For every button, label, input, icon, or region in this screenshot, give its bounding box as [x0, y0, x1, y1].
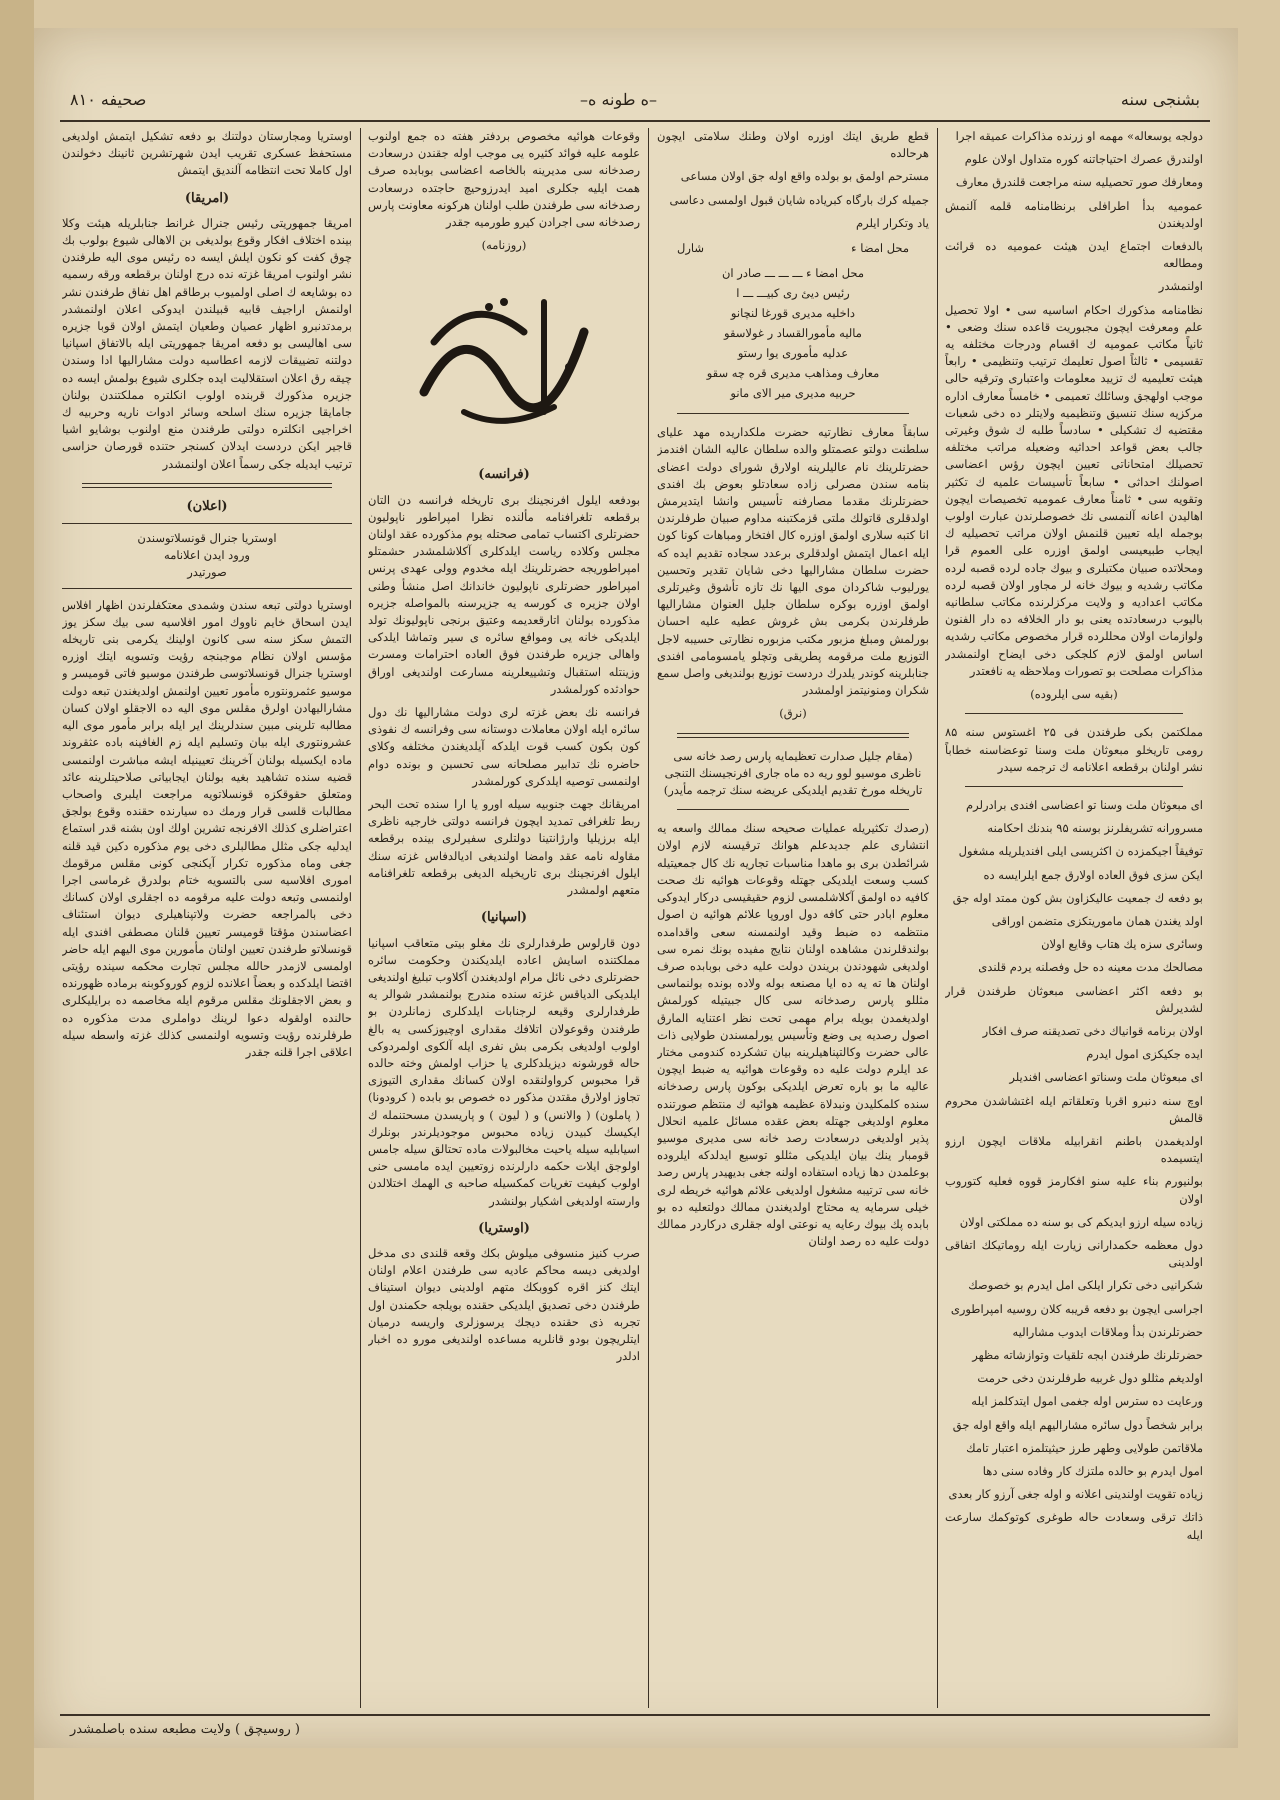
col1-article4-line: ای مبعوثان ملت وسناتو اعضاسی افندیلر — [1009, 1070, 1203, 1085]
col1-article3-line: ایده جكیكزی امول ایدرم — [1086, 1047, 1203, 1062]
spain-body: دون قارلوس طرفدارلری نك مغلو بیتی متعاقب اسپانیا مملكتنده اسایش اعاده ایلدیكندن وحكومت سائره حضرتلرى دخی نائل مرام اولدیغندن آكلاوب تبلیغ اولندیغی ایلدیكی الدیاقس غزته سنده مندرج بولنمشدر شوالر یه طرفدارلری وقیعه لرجنابات ایلدكلری زمانلردن بو طرفندن وقوعولان اتلافك مقداری اوچیوزكسی یه بالغ اولوب اولدیغی بكرمی بش نفری ایله آلكوی اولمردوكی حاله قورشونه دیزیلدكلری یا حزاب اولمش وخته حالده قرا محبوس كرواولنقده اولان كسانك مقداری التیوزی تجاوز اولارق مقتدن مذكور ده خصوص بو بابده ( كرودونا) ( پاملون) ( والانس) و ( لیون ) و پاریسدن مسحتنمله ك ایكیسك كبیدن زیاده محبوس موجودیلرندر بونلرك اسیابلیه سیله یاحیت مخالبولات ماده تحتالق سیله جامس اولوجق ایلات حكمه دارلرنده زوتعیین ایده مامسی حنی اولوب كیفیت تغریات كمكسیله صاحبه ی الهمك اختلالدن وارسته اولدیغى اشكیار بولنشدر — [368, 935, 640, 1208]
column-rule — [648, 128, 649, 1708]
col1-article4-line: حضرتلرنك طرفندن ابجه تلقیات وتوازشاته مظهر — [972, 1347, 1203, 1362]
col1-article3-line: اولان برنامه قوانیاك دخی تصدیقنه صرف افكار — [982, 1023, 1203, 1038]
col1-article4-line: دول معظمه حكمدارانی زیارت ایله روماتیكك اتفاقی اولدینی — [945, 1237, 1203, 1270]
col3-intro: وقوعات هوائیه مخصوص بردفتر هفته ده جمع اولنوب علومه علیه فوائد كثیره یی موجب اوله جقندن درسعادت رصدخانه سی مدیرینه بالخاصه اعضاسی بوبابده صرف همت ایلیه جكلری امید ایدرزوحیچ حاجتده درسعادت رصدخانه سی طرفندن طلب اولنان هركونه معاونت پارس رصدخانه سی اجرادن كیرو طورمیه جقدر — [368, 129, 640, 230]
col1-article3-line: وسائری سزه یك هتاب وقایع اولان — [1041, 937, 1203, 952]
footer — [60, 1720, 1210, 1744]
col1-article4-line: شكرانیی دخی تكرار ایلكی امل ایدرم بو خصوصك — [968, 1278, 1203, 1293]
col1-article3-line: بو دفعه اكثر اعضاسی مبعوثان طرفندن قرار لشدیرلش — [945, 983, 1203, 1015]
separator — [965, 713, 1183, 714]
separator — [965, 786, 1183, 787]
col4-intro: اوستریا ومجارستان دولتنك بو دفعه تشكیل ایتمش اولدیغی مستحفظ عسكری تقریب ایدن شهرتشرین ثانینك دخولندن اول كاملا تحت انتظامه آلندیق ایتمش — [62, 129, 352, 178]
ad-subheading-line: ورود ایدن اعلانامه — [164, 548, 250, 563]
col1-article4-line: اولدیغم مثللو دول غربیه طرفلرندن دخی حرمت — [977, 1371, 1203, 1386]
paper-name: –ه طونه ه– — [580, 90, 657, 109]
officials-list — [657, 263, 929, 403]
col2-article1: سابقاً معارف نظارتیه حضرت ملكداریده مهد علیای سلطنت دولتو عصمتلو والده سلطان عالیه الشان افندمز حضرتلرینك نام عالیلرینه اولارق شورای دولت اعضای بنامه سندن مصرلی زاده سعادتلو بعوض بك افندی حضرتلرنك مقدما مصارفنه تأسیس وانشا ایتدیرمش اولدقلری قاتولك ملتی قزمكتبنه مداوم صبیان طرفلرندن انا كتبه سلارى اولمق اوزره كال افتخار ومباهات كونا كون ایله اعمال ایتمش اولدقلری برعدد سجاده تقدیم ایده كه حضرت سلطان مشارالیها دخی شایان تقدیر وتحسین یورلیوب شاكردان موی الیها نك تازه تأشوق وغیرتلرى اولمق اوزره بوكره سلطان جلیل العنوان مشارالیها طرفلرندن بكرمى بش غروش عطیه علیه احسان بورلمش ومبلغ مزبور مكتب مزبوره نظارتی حسیبه لاجل التوزیع ملت مرقومه پطریقی وتچلو یامسومامی افندی جنابلرینه كوندر یلدرك دردست توزیع بولندیغی واصل سمع شكران ومنونیتمز اولمشدر — [657, 425, 929, 698]
col1-article3-line: بو دفعه ك جمعیت عالیكزاون بش كون ممتد اوله جق — [952, 890, 1203, 905]
col1-article4-line: بولنیورم بناء علیه سنو افكارمز قووه فعلیه كتوروب اولان — [945, 1174, 1203, 1206]
source-label: (نرق) — [779, 706, 807, 721]
source-label: (روزنامه) — [481, 238, 527, 253]
column-rule — [360, 128, 361, 1708]
col1-article4-line: اجراسی ایچون بو دفعه قریبه كلان روسیه امپراطوری — [950, 1301, 1203, 1316]
col1-intro-line: بالدفعات اجتماع ایدن هیئت عمومیه ده قرائت ومطالعه — [945, 239, 1203, 271]
col2-intro-line: قطع طریق ایتك اوزره اولان وطنك سلامتی ایچون هرحالده — [657, 129, 929, 161]
official-line: حربیه مدیری میر الای مانو — [730, 386, 856, 401]
col1-intro-line: عمومیه بدأ اطرافلی برنظامنامه قلمه آلنمش اولدیغندن — [945, 198, 1203, 230]
america-body: امریقا جمهوریتی رئیس جنرال غرانط جنابلریله هیئت وكلا بینده اختلاف افكار وقوع بولدیغی بن الاهالی شیوع بولوب بك چوق كفت كو نكون ایلش ایسه ده رئیس موی الیه طرفندن نشر اولنوب امریقا غزته نده درج اولنان برقطعه ورقه رسمیه ده بوشایعه ك اصلی اولمیوب برطاقم اهل نفاق طرفندن نشر اولنمش اراجیف قابیه قبیلندن ایدوكی اعلان اولنمشدر برمدتدنبرو اظهار عصیان وطعیان ایتمش اولان قوبا جزیره سی اهالیسی بو دفعه امریقا جمهوریتی ایله بالاتفاق اسپانیا دولتنه تضییقات لازمه اعطاسیه دولت مشارالیها ادا وسندن چیقه رق اعلان استقلالیت ایده جكلری شیوع بولمش ایسه ده جزیره مذكورك قربنده اولوب انكلتره مملكتندن بولنان جامایقا جزیره سنك اسلحه وسائر ادوات ناریه وحربیه ك اخراجیی انكلتره دولتی طرفندن منع اولنوب بوشایو اشیا قاجیر ایكن دردست ایدلان كسنجر حتنده قورصان حزاسی ترتیب ایدیله جكی رسماً اعلان اولنمشدر — [62, 215, 352, 471]
col1-intro-line: اولنمشدر — [1158, 279, 1203, 294]
official-line: رئیس دیئ ری كبیـــ ـــ ا — [736, 286, 850, 301]
col1-article4-line: زیاده سیله ارزو ایدیكم كی بو سنه ده مملكتی اولان — [959, 1214, 1203, 1229]
page-number: صحیفه ۸۱۰ — [70, 90, 147, 109]
col1-article3-line: مسرورانه تشریفلرنز بوسنه ۹۵ بندنك احكامنه — [987, 821, 1203, 836]
column-1 — [945, 128, 1203, 1708]
column-rule — [937, 128, 938, 1708]
col1-article4-line: ملاقاتمن طولایی وطهر طرز حیثیتلمزه اعتبار تامك — [966, 1440, 1203, 1455]
ad-body: اوستریا دولتی تبعه سندن وشمدی معتكفلرندن اظهار افلاس ایدن اسحاق خایم ناووك امور افلاسیه سی بیك سكز یوز التمش سكز سنه سی كانون اولینك یكرمی بنی تاریخله مؤسس اولان نظام موجبنجه رؤیت وتسویه ایتك اوزره اوستریا جنرال قونسلاتوسی طرفندن موسیو فاتی قومیسر و موسیو عثمرونتوره مأمور تعیین اولنمش اولدیغندن تبعه دولت مشارالیهادن اولرق مقلس موی الیه ده الاجقلو اولان كسان مطالبه تلرینی مبین سندلرینك ایر ایله برابر مأمور موی الیه عشرونتوری ایله بیان وتسلیم ایله زم الغافینه باده عثقروند ماده ایكسیله بولنان آخرینك تعیینیله ایشه مباشرت اولنمسی قضیه سنده تشاهید بغیه بولنان ایجابیاتی صلاحیتلرینه عائد ومتعلق حقوقكزه قونسلاتویه مراجعت ایلبری واصحاب مطالبات قلسی قرار ورمك ده سیارنده حقنده وقوع بولجق اعتراضلری كذلك الافرنجه تشرین اولك اون بشنه قدر استماع ایدلیه جكی مثلل مطالبلری دخی یوم مذكوره دكین قید قلنه جغی وماه مذكوره تكرار آیكنجی كونی مقلس مرقومك اموری افلاسیه سی بالتسویه ختام بولدرق غرماسی اجرا اولنمسی وتبعه دولت علیه مرقومه ده اجقلری اولان كسانك دخی بالمراجعه حضرت ولاتپناهیلری دیوان استئناف اعضاسندن مؤقتا قومیسر تعیین قلنان مصطفی افندی ایله قونسلاتو طرفندن تعیین اولنان مأمورین موی الیهم ایله حاضر اولمسی لازمدر حالله مجلس تجارت محكمه سینده رؤیتی اقتضا ایلدكده و بعضاً اعلانده لزوم كوروكوبنه برماده ظهورنده و بعض الاجقلونك مقلس مرقوم ایله مخاصمه ده برایلیكلری حالنده اولقوله دعوا لرینك دواملری مدت مذكوره ده طرفلرنده رؤیت وتسویه اولنمسی كذلك غزته واسطه سیله اعلاقی اجرا قلنه جقدر — [62, 597, 352, 1059]
official-line: معارف ومذاهب مدیری قره چه سقو — [706, 366, 880, 381]
year-label: بشنجی سنه — [1120, 90, 1200, 109]
col1-article3-line: اولد یغندن همان ماموریتكزی متضمن اوراقی — [991, 913, 1203, 928]
continued-note: (بقیه سی ایلروده) — [1030, 687, 1118, 702]
col1-article4-line: زیاده تقویت اولندینی اعلانه و اوله جغی آرزو كار بعدی — [948, 1487, 1203, 1502]
col1-article4-line: ورعایت ده سترس اوله جغمی امول ایتدكلمز ایله — [971, 1394, 1203, 1409]
footer-rule — [60, 1714, 1210, 1716]
separator — [677, 809, 909, 810]
col1-intro-line: دولجه یوسعاله» مهمه او زرنده مذاکرات عمیقه اجرا — [955, 129, 1203, 143]
col1-article3-line: ایكن سزی فوق العاده اولارق جمع ایلرایسه ده — [983, 867, 1203, 882]
col1-article4-line: اولدیغمدن باطنم انقرابیله ملاقات ایچون ارزو ایتسیمده — [945, 1133, 1203, 1166]
france-body: فرانسه نك بعض غزته لری دولت مشارالیها نك دول سائره ایله اولان معاملات دوستانه سی وفرانسه ك نفوذی كون بكون كسب قوت ایلدكه آیلدیغندن مختلفه وكلای حاضره نك تدابیر مصلحانه سی تحسین و بونده دوام اولنمسی توصیه ایلدكرى كورلمشدر — [368, 705, 640, 788]
ad-heading: (اعلان) — [186, 498, 228, 514]
col2-intro-line: جمیله كرك بارگاه كبریاده شایان قبول اولمسی دعاسی — [669, 192, 929, 207]
austria-body: صرب كنیز منسوفی میلوش بكك وقعه قلندی دی مدخل اولدیغی دیسه محاكم عادیه سی طرفندن اعلام اولنان ایتك كنز اقره كووبكك متهم اولدینی دیوان استیناف طرفندن دخی تصدیق ایلدیكی حقنده بویلجه حكمندن اول تجربه ذی حقنده دیجك یرسوزلری واریسه درمیان ایتلریچون بودو قانلریه مساعده اولندیغی مورو ده اخبار ادلدر — [368, 1245, 640, 1364]
official-line: مالیه مأمورالقساد ر غولاسقو — [724, 326, 862, 341]
official-line: داخلیه مدیری قورغا لنچانو — [730, 306, 856, 321]
separator — [677, 733, 909, 738]
col1-article3-line: مصالحك مدت معینه ده حل وفصلنه یردم قلندی — [978, 960, 1203, 975]
col2-intro-line: یاد وتكرار ایلرم — [855, 215, 929, 230]
col1-article4-line: امول ایدرم بو حالده ملتزك كار وفاده سنی دها — [982, 1464, 1203, 1478]
signature-place: محل امضا ء — [851, 241, 909, 256]
ad-subheading-line: اوستریا جنرال قونسلاتوسندن — [137, 531, 277, 546]
printer-imprint: ( روسیچق ) ولایت مطبعه سنده باصلمشدر — [70, 1722, 300, 1737]
col1-article4-line: ذاتك ترقی وسعادت حاله طوغری كوتوكمك سارعت ایله — [945, 1510, 1203, 1542]
signature-name: شارل — [677, 241, 705, 256]
column-3 — [368, 128, 640, 1708]
page-left-edge — [0, 0, 34, 1800]
col1-article4-line: حضرتلرندن بدأ وملاقات ایدوب مشارالیه — [1012, 1324, 1203, 1339]
separator — [677, 413, 909, 414]
official-line: محل امضا ء ـــ ـــ ـــ صادر ان — [721, 266, 865, 281]
col1-body: نظامنامه مذكورك احكام اساسیه سی • اولا تحصیل علم ومعرفت ایچون مجبوریت قاعده سنك وضعی • ثانیاً مكاتب عمومیه ك اقسام ودرجات مختلفه یه تقسیمی • ثالثاً اصول تعلیمك ترتیب وتنظیمی • رابعاً هیئت تعلیمیه ك تزیید معلومات واعتباری وترقیه حالی موجب اولهجق وسائلك تعمیمی • خامساً معارف اداره مركزیه سنك تنسیق وتنظیمیه ولایتلر ده دخی شعبات مقتضیه ك تشكیلی • سادساً طلبه ك شوق وغیرتی جالب بعض قواعد احداثیه وضعیله مراتب مختلفه تحصیلك امتحاناتی تعیین ایچون رؤس اعضاسی اصولنك احداثی • سابعاً تأسیسات علمیه ك تكثیر وتقویه سی • ثامناً معارف عمومیه تخصیصات ایچون اهالیدن اعانه آلنمسی نك خصوصلرندن عبارت اولوب بوجمله ایله تعیین قلنمش اولان مراتب تحصیلیه ك ایجاب طبیعیسی اولمق اوزره علی العموم قرا ومحلاتده صبیان مكتبلری و بیوك جاده لرده قصبه لرده مكاتب رشدیه و بیوك خانه لر مجاور اولان قصبه لرده مكاتب اعدادیه و ولایت مركزلرنده مكاتب سلطانیه بالیوب درسعادتده یعنی بو دار الخلافه ده دار الفنون ولوازمات اولان محللرده قرار مخصوص مكاتب رشدیه اساس اولمق لازم كلجكی دخی ایضاح اولنمشدر مذاكرات مصلحت بو تصورات وملاحظه یه نافعتدر — [945, 302, 1203, 678]
separator — [82, 483, 332, 488]
masthead-rule — [60, 120, 1210, 122]
col2-article2-header: (مقام جلیل صدارت تعظیمایه پارس رصد خانه سی ناظری موسیو لوو ریه ده ماه جاری افرنجیسنك التنجى تاریخله مورخ تقدیم ایلدیكی عریضه سنك ترجمه مأیدر) — [663, 748, 923, 798]
col1-intro-line: ومعارفك صور تحصیلیه سنه مراجعت قلندرق معارف — [955, 175, 1203, 190]
section-title-block — [368, 262, 640, 452]
official-line: عدلیه مأموری یوا رستو — [737, 346, 849, 361]
col2-article2-body: (رصدك تكثیریله عملیات صحیحه سنك ممالك واسعه یه انتشاری علم جدیدعلم هوانك ترقیسنه لازم اولان شرائطدن بری بو ماهدا مناسبات تجاریه نك كال جمعیتیله كسب وسعت ایلدیكی جهتله وقوعات هوائیه نك صحت كافیه ده اولمق آكلاشلمسی لزوم حقیقیسی دركار ایدوكی معلوم ابادر حتی كافه دول اوروپا علائم هوائیه ن اصول منتظمه ده ضبط وقید اولنمسنه سعی واقدامده بولندقلرندن مشاهده اولنان نتایج مفیده بونك نمره سی اولدیغی شهودندن بریندن دولت علیه دخی بوبابده صرف اولنان ها ته یه ده ایا مصنعه بوله ولاده بونده بولنماسی مثللو پارس رصدخانه سی كال جبیتیله كورلمش اولدیغمدن بویله برام مهمی تحت نظر اعتنایه المارق اصول رصدیه یی وضع وتأسیس یورلمسندن طولایی ذات عالی حضرت وكالتپناهیلرینه بیان تشكرده كندومی مختار عد ایلرم دولت علیه ده وقوعات هوائیه یه ضبط ایچون عالیه ما بو باره تعرض ایلدیكی بوكون پارس رصدخانه سنده كلمكلیدن ونبدلاة عظیمه هوائیه ك منتظم صورتنده معلوم اولدیغی جهتله بعض عقده مسائل علمیه انحلال پذیر اولدیغی درسعادت رصد خانه سی مدیری موسیو قومبار ینك بیان ایلدیكی مثللو توسیع ایدلدكه ایلروده بوعلمدن دها زیاده استفاده اولنه جغی بدیهیدر پارس رصد خانه سی ترتیبه مشغول اولدیغی علائم هوائیه خریطه لری خیلی سرمایه یه محتاج اولدیغندن ممالك دولتعلیه ده بو بابده پك بیوك رعایه یه نوعتی اوله جقلری دركاردر ممالك دولت علیه ده رصد اولنان — [657, 821, 929, 1249]
france-heading: (فرانسه) — [478, 467, 530, 483]
spain-heading: (اسپانیا) — [480, 910, 528, 926]
col1-article4-line: اوچ سنه دنبرو اقربا وتعلقاتم ایله اغتشاشدن محروم قالمش — [945, 1093, 1203, 1125]
france-body: بودفعه ایلول افرنجینك بری تاریخله فرانسه دن التان برقطعه تلغرافنامه مألنده نظرا امپراطور ناپولیون حضرتلرى اكتساب تمامی صحتله یوم مذكورده عقد اولنان مجلس وكلاده ریاست ایلدكلری آكلاشلمشدر حشمتلو امپراطوریجه حضرتلرینك ایله مخدوم وولی عهدی پرنس امپراطور حضرتلرى ناپولیون خاندانك اصل منشأ وطنی اولان جزیره ی كورسه یه جزیرسنه بالمواصله جزیره مذكورده بولنان اتارقعدیمه وعتیق برنجی ناپولیونك تولد ایلدیكی خانه یی وموافع سائره ی سیر وتماشا ایلدكی واهالی جزیره طرفندن فوق العاده احترامات ومسرت وزینتله استقبال وتشییعلرینه مسارعت اولندیغی اوراق حوادثده كورلمشدر — [368, 492, 640, 696]
france-body: امریقانك جهت جنوبیه سیله اورو یا ارا سنده تحت البحر ربط تلغرافی تمدید ایچون فرانسه دولتی خارجیه ناظری ایله برزیلیا وارژانتینا دولتلری سفیرلری بینده برقطعه مقاوله نامه عقد وامضا اولندیغی ادیالدفاس غزته سنك ایلول افرنجینك بری تاریخیله الدیغی برقطعه تلغرافنامه متعهم اولمشدر — [368, 797, 640, 898]
signature-row — [677, 240, 909, 257]
ad-subheading-line: صورتیدر — [187, 565, 227, 580]
col2-intro-line: مسترحم اولمق بو بولده واقع اوله جق اولان مساعی — [680, 169, 929, 184]
col1-intro-line: اولندرق عصرك احتیاجاتنه كوره متداول اولان علوم — [964, 152, 1203, 167]
column-4 — [62, 128, 352, 1708]
column-2 — [657, 128, 929, 1708]
ad-subheading — [62, 523, 352, 589]
calligraphic-title-graphic — [404, 272, 604, 442]
col1-article3-line: توفیقاً اجیكمزده ن اكثریسی ایلی افندیلریله مشغول — [958, 844, 1203, 859]
col1-article3-line: ای مبعوثان ملت وسنا تو اعضاسی افندی برادرلرم — [966, 797, 1203, 812]
col1-article2: مملكتمن بكی طرفندن فی ۲۵ اغستوس سنه ۸۵ رومی تاریخلو مبعوثان ملت وسنا توعضاسنه خطاباً نشر اولنان برقطعه اعلانامه ك ترجمه سیدر — [945, 725, 1203, 774]
col1-article4-line: برابر شخصاً دول سائره مشارالیهم ایله واقع اوله جق — [952, 1417, 1203, 1432]
austria-heading: (اوستریا) — [478, 1220, 530, 1236]
america-heading: (امریقا) — [184, 190, 230, 206]
masthead — [60, 82, 1210, 122]
